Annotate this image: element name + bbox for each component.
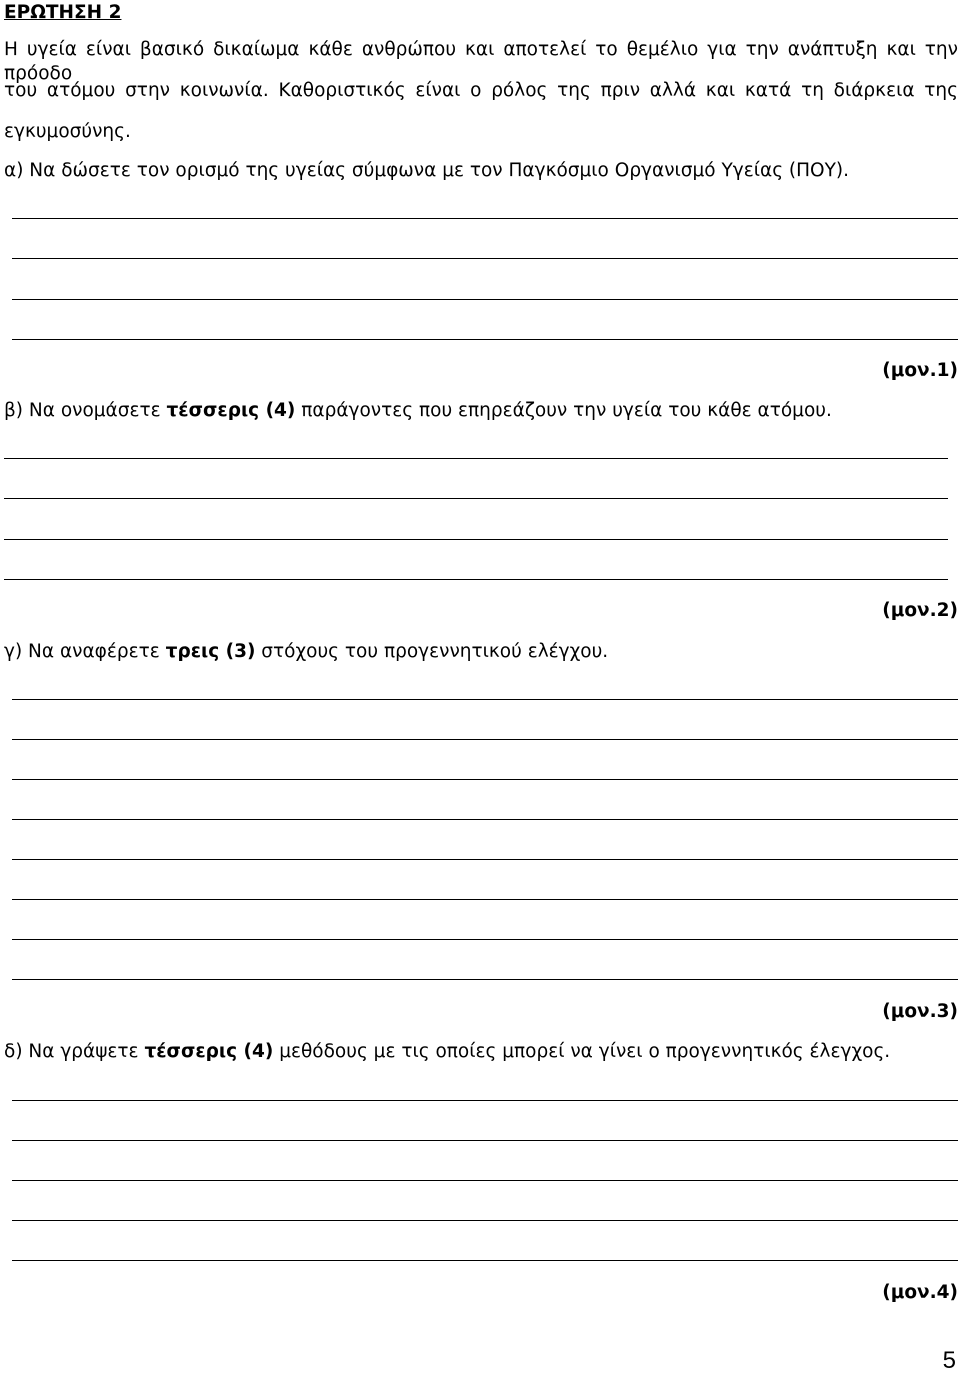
marks-label-a: (μον.1) bbox=[882, 360, 958, 381]
answer-line[interactable] bbox=[12, 859, 958, 860]
question-c-text-1: γ) Να αναφέρετε bbox=[4, 641, 166, 662]
answer-line[interactable] bbox=[12, 939, 958, 940]
marks-label-c: (μον.3) bbox=[882, 1001, 958, 1022]
answer-line[interactable] bbox=[12, 819, 958, 820]
question-a bbox=[4, 159, 849, 183]
answer-line[interactable] bbox=[12, 899, 958, 900]
question-title: ΕΡΩΤΗΣΗ 2 bbox=[4, 2, 122, 23]
answer-line[interactable] bbox=[4, 458, 948, 459]
question-b-text-1: β) Να ονομάσετε bbox=[4, 400, 167, 421]
answer-line[interactable] bbox=[12, 739, 958, 740]
answer-line[interactable] bbox=[4, 539, 948, 540]
question-b bbox=[4, 399, 832, 423]
answer-line[interactable] bbox=[12, 1260, 958, 1261]
answer-line[interactable] bbox=[12, 258, 958, 259]
question-b-text-2: παράγοντες που επηρεάζουν την υγεία του κάθε ατόμου. bbox=[295, 400, 832, 421]
intro-line-1: Η υγεία είναι βασικό δικαίωμα κάθε ανθρώπου και αποτελεί το θεμέλιο για την ανάπτυξη και την πρόοδο bbox=[4, 39, 958, 84]
marks-label-d: (μον.4) bbox=[882, 1282, 958, 1303]
answer-line[interactable] bbox=[12, 1140, 958, 1141]
answer-line[interactable] bbox=[12, 779, 958, 780]
question-c-text-2: στόχους του προγεννητικού ελέγχου. bbox=[255, 641, 609, 662]
question-d-emphasis: τέσσερις (4) bbox=[144, 1041, 274, 1062]
answer-line[interactable] bbox=[12, 218, 958, 219]
answer-line[interactable] bbox=[4, 498, 948, 499]
intro-line-2: του ατόμου στην κοινωνία. Καθοριστικός είναι ο ρόλος της πριν αλλά και κατά τη διάρκεια της bbox=[4, 80, 958, 101]
answer-line[interactable] bbox=[12, 1100, 958, 1101]
answer-line[interactable] bbox=[12, 979, 958, 980]
answer-line[interactable] bbox=[12, 699, 958, 700]
answer-line[interactable] bbox=[4, 579, 948, 580]
intro-line-3: εγκυμοσύνης. bbox=[4, 121, 131, 142]
answer-line[interactable] bbox=[12, 1180, 958, 1181]
question-d bbox=[4, 1040, 890, 1064]
question-d-text-1: δ) Να γράψετε bbox=[4, 1041, 145, 1062]
question-b-emphasis: τέσσερις (4) bbox=[166, 400, 296, 421]
question-c bbox=[4, 640, 608, 664]
question-d-text-2: μεθόδους με τις οποίες μπορεί να γίνει ο προγεννητικός έλεγχος. bbox=[273, 1041, 891, 1062]
answer-line[interactable] bbox=[12, 1220, 958, 1221]
marks-label-b: (μον.2) bbox=[882, 600, 958, 621]
question-c-emphasis: τρεις (3) bbox=[165, 641, 256, 662]
question-a-text: α) Να δώσετε τον ορισμό της υγείας σύμφωνα με τον Παγκόσμιο Οργανισμό Υγείας (ΠΟΥ). bbox=[4, 160, 850, 181]
answer-line[interactable] bbox=[12, 299, 958, 300]
page-number: 5 bbox=[942, 1347, 956, 1374]
answer-line[interactable] bbox=[12, 339, 958, 340]
